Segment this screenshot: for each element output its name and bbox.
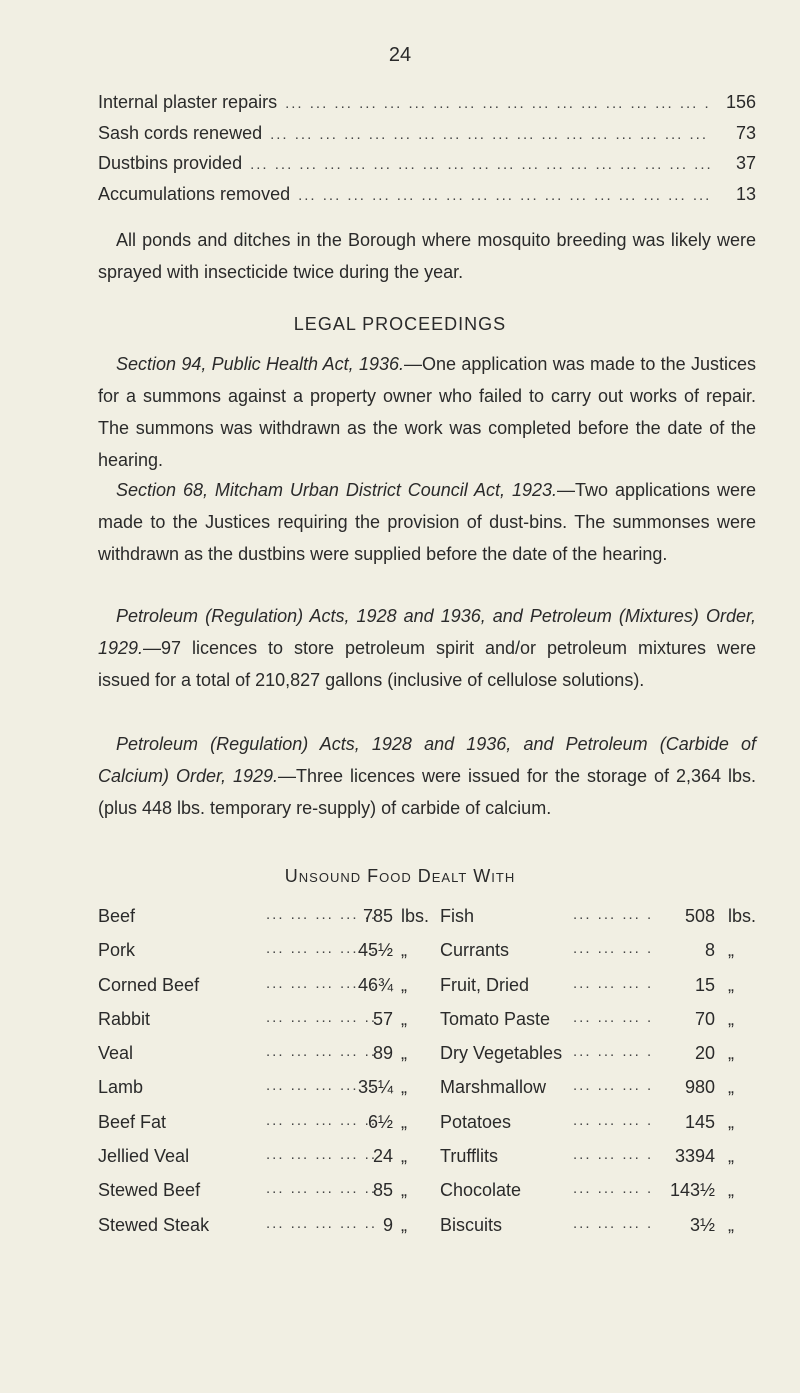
legal-paragraph-2-body: —Two applications were made to the Justices requiring the provision of dust-bins. The summonses were withdrawn as the dustbins were supplied before the date of the hearing. [98, 480, 757, 564]
food-name-right: Chocolate [440, 1180, 522, 1201]
food-name-right: Dry Vegetables [440, 1043, 563, 1064]
food-unit-left: lbs. [401, 906, 430, 926]
food-unit-right: „ [728, 940, 734, 961]
food-unit-right: „ [728, 1111, 734, 1132]
dot-leader [266, 1146, 376, 1163]
dot-leader [266, 1215, 376, 1232]
stat-label: Internal plaster repairs [98, 92, 278, 112]
stat-row [98, 92, 756, 123]
food-weight-left: 6½ [367, 1111, 393, 1132]
table-row [98, 934, 763, 968]
food-name-right: Marshmallow [440, 1077, 547, 1098]
food-name-left: Jellied Veal [98, 1146, 190, 1167]
food-name-left: Lamb [98, 1077, 144, 1098]
legal-paragraph-4-body: —Three licences were issued for the storage of 2,364 lbs. (plus 448 lbs. temporary re-supply) of carbide of calcium. [98, 766, 756, 818]
food-unit-left: „ [401, 1180, 407, 1201]
dot-leader [266, 1043, 376, 1060]
legal-paragraph-3-title: Petroleum (Regulation) Acts, 1928 and 1936, and Petroleum (Mixtures) Order, 1929. [98, 606, 756, 658]
food-name-right: Currants [440, 940, 510, 961]
legal-paragraph-2-title: Section 68, Mitcham Urban District Council Act, 1923. [116, 480, 558, 500]
ponds-paragraph: All ponds and ditches in the Borough where mosquito breeding was likely were sprayed with insecticide twice during the year. [98, 230, 756, 282]
food-name-right: Biscuits [440, 1214, 503, 1235]
food-weight-left: 89 [372, 1043, 393, 1064]
food-unit-left: „ [401, 1146, 407, 1167]
dot-leader [573, 1112, 653, 1129]
dot-leader [573, 1180, 653, 1197]
food-weight-left: 45½ [357, 940, 393, 961]
legal-paragraph-1 [98, 348, 756, 476]
stat-row [98, 184, 756, 215]
food-weight-right: 143½ [669, 1180, 715, 1201]
table-row [98, 1174, 763, 1208]
food-weight-right: 8 [704, 940, 715, 961]
food-name-left: Corned Beef [98, 974, 200, 995]
page-number: 24 [388, 44, 412, 66]
food-weight-left: 57 [372, 1008, 393, 1029]
dot-leader [266, 1112, 376, 1129]
legal-paragraph-4 [98, 728, 756, 824]
stat-value: 37 [735, 153, 756, 173]
dot-leader [573, 1077, 653, 1094]
table-row [98, 1209, 763, 1243]
stat-value: 13 [735, 183, 756, 204]
legal-paragraph-1-title: Section 94, Public Health Act, 1936. [116, 354, 405, 374]
food-unit-left: „ [401, 1214, 407, 1235]
food-weight-right: 15 [694, 974, 715, 995]
food-weight-right: 980 [684, 1077, 715, 1098]
food-weight-left: 35¼ [357, 1077, 393, 1098]
food-name-left: Stewed Steak [98, 1214, 210, 1235]
food-weight-right: 20 [694, 1043, 715, 1064]
dot-leader [266, 906, 376, 923]
dot-leader [270, 126, 712, 143]
food-unit-right: „ [728, 974, 734, 995]
food-weight-right: 70 [694, 1008, 715, 1029]
legal-paragraph-3 [98, 600, 756, 696]
stat-value: 156 [725, 92, 756, 112]
food-name-left: Veal [98, 1043, 134, 1064]
table-row [98, 1037, 763, 1071]
food-unit-left: „ [401, 940, 407, 961]
food-unit-right: „ [728, 1008, 734, 1029]
table-row [98, 900, 763, 934]
dot-leader [573, 1146, 653, 1163]
table-row [98, 1003, 763, 1037]
food-unit-right: „ [728, 1214, 734, 1235]
food-name-right: Fish [440, 906, 475, 926]
dot-leader [573, 1043, 653, 1060]
food-weight-right: 3½ [689, 1214, 715, 1235]
repairs-stats-list [98, 92, 756, 214]
food-name-left: Beef Fat [98, 1111, 167, 1132]
stat-label: Sash cords renewed [98, 122, 263, 143]
legal-paragraph-1-body: —One application was made to the Justices for a summons against a property owner who failed to carry out works of repair. The summons was withdrawn as the work was completed before the date of the hearing. [98, 354, 756, 470]
food-name-left: Stewed Beef [98, 1180, 201, 1201]
stat-label: Accumulations removed [98, 183, 291, 204]
table-row [98, 969, 763, 1003]
food-unit-right: „ [728, 1180, 734, 1201]
stat-row [98, 153, 756, 184]
food-weight-left: 46¾ [357, 974, 393, 995]
food-weight-right: 508 [684, 906, 715, 926]
stat-row [98, 123, 756, 154]
food-unit-right: „ [728, 1043, 734, 1064]
dot-leader [573, 906, 653, 923]
table-row [98, 1106, 763, 1140]
unsound-food-heading: Unsound Food Dealt With [284, 866, 516, 886]
food-weight-left: 85 [372, 1180, 393, 1201]
dot-leader [250, 156, 712, 173]
food-weight-right: 145 [684, 1111, 715, 1132]
food-unit-left: „ [401, 1111, 407, 1132]
food-name-right: Trufflits [440, 1146, 499, 1167]
food-weight-left: 24 [372, 1146, 393, 1167]
table-row [98, 1071, 763, 1105]
food-name-left: Rabbit [98, 1008, 151, 1029]
food-name-right: Fruit, Dried [440, 974, 530, 995]
dot-leader [573, 975, 653, 992]
dot-leader [573, 940, 653, 957]
food-weight-right: 3394 [674, 1146, 715, 1167]
food-unit-left: „ [401, 1077, 407, 1098]
stat-label: Dustbins provided [98, 153, 243, 173]
dot-leader [298, 187, 712, 204]
food-unit-right: „ [728, 1077, 734, 1098]
food-name-right: Tomato Paste [440, 1008, 551, 1029]
food-weight-left: 9 [382, 1214, 393, 1235]
dot-leader [573, 1009, 653, 1026]
legal-paragraph-2 [98, 474, 756, 570]
food-unit-left: „ [401, 1043, 407, 1064]
food-unit-right: lbs. [728, 906, 757, 926]
food-unit-right: „ [728, 1146, 734, 1167]
legal-proceedings-heading: LEGAL PROCEEDINGS [293, 314, 507, 334]
dot-leader [266, 1180, 376, 1197]
food-weight-left: 785 [362, 906, 393, 926]
legal-paragraph-3-body: —97 licences to store petroleum spirit and/or petroleum mixtures were issued for a total of 210,827 gallons (inclusive of cellulose solutions). [98, 638, 756, 690]
legal-paragraph-4-title: Petroleum (Regulation) Acts, 1928 and 1936, and Petroleum (Carbide of Calcium) Order, 1929. [98, 734, 756, 786]
food-name-left: Pork [98, 940, 136, 961]
dot-leader [285, 95, 712, 112]
food-name-right: Potatoes [440, 1111, 512, 1132]
food-unit-left: „ [401, 974, 407, 995]
table-row [98, 1140, 763, 1174]
food-unit-left: „ [401, 1008, 407, 1029]
dot-leader [266, 1009, 376, 1026]
unsound-food-table [98, 900, 763, 1243]
food-name-left: Beef [98, 906, 136, 926]
dot-leader [573, 1215, 653, 1232]
stat-value: 73 [735, 122, 756, 143]
